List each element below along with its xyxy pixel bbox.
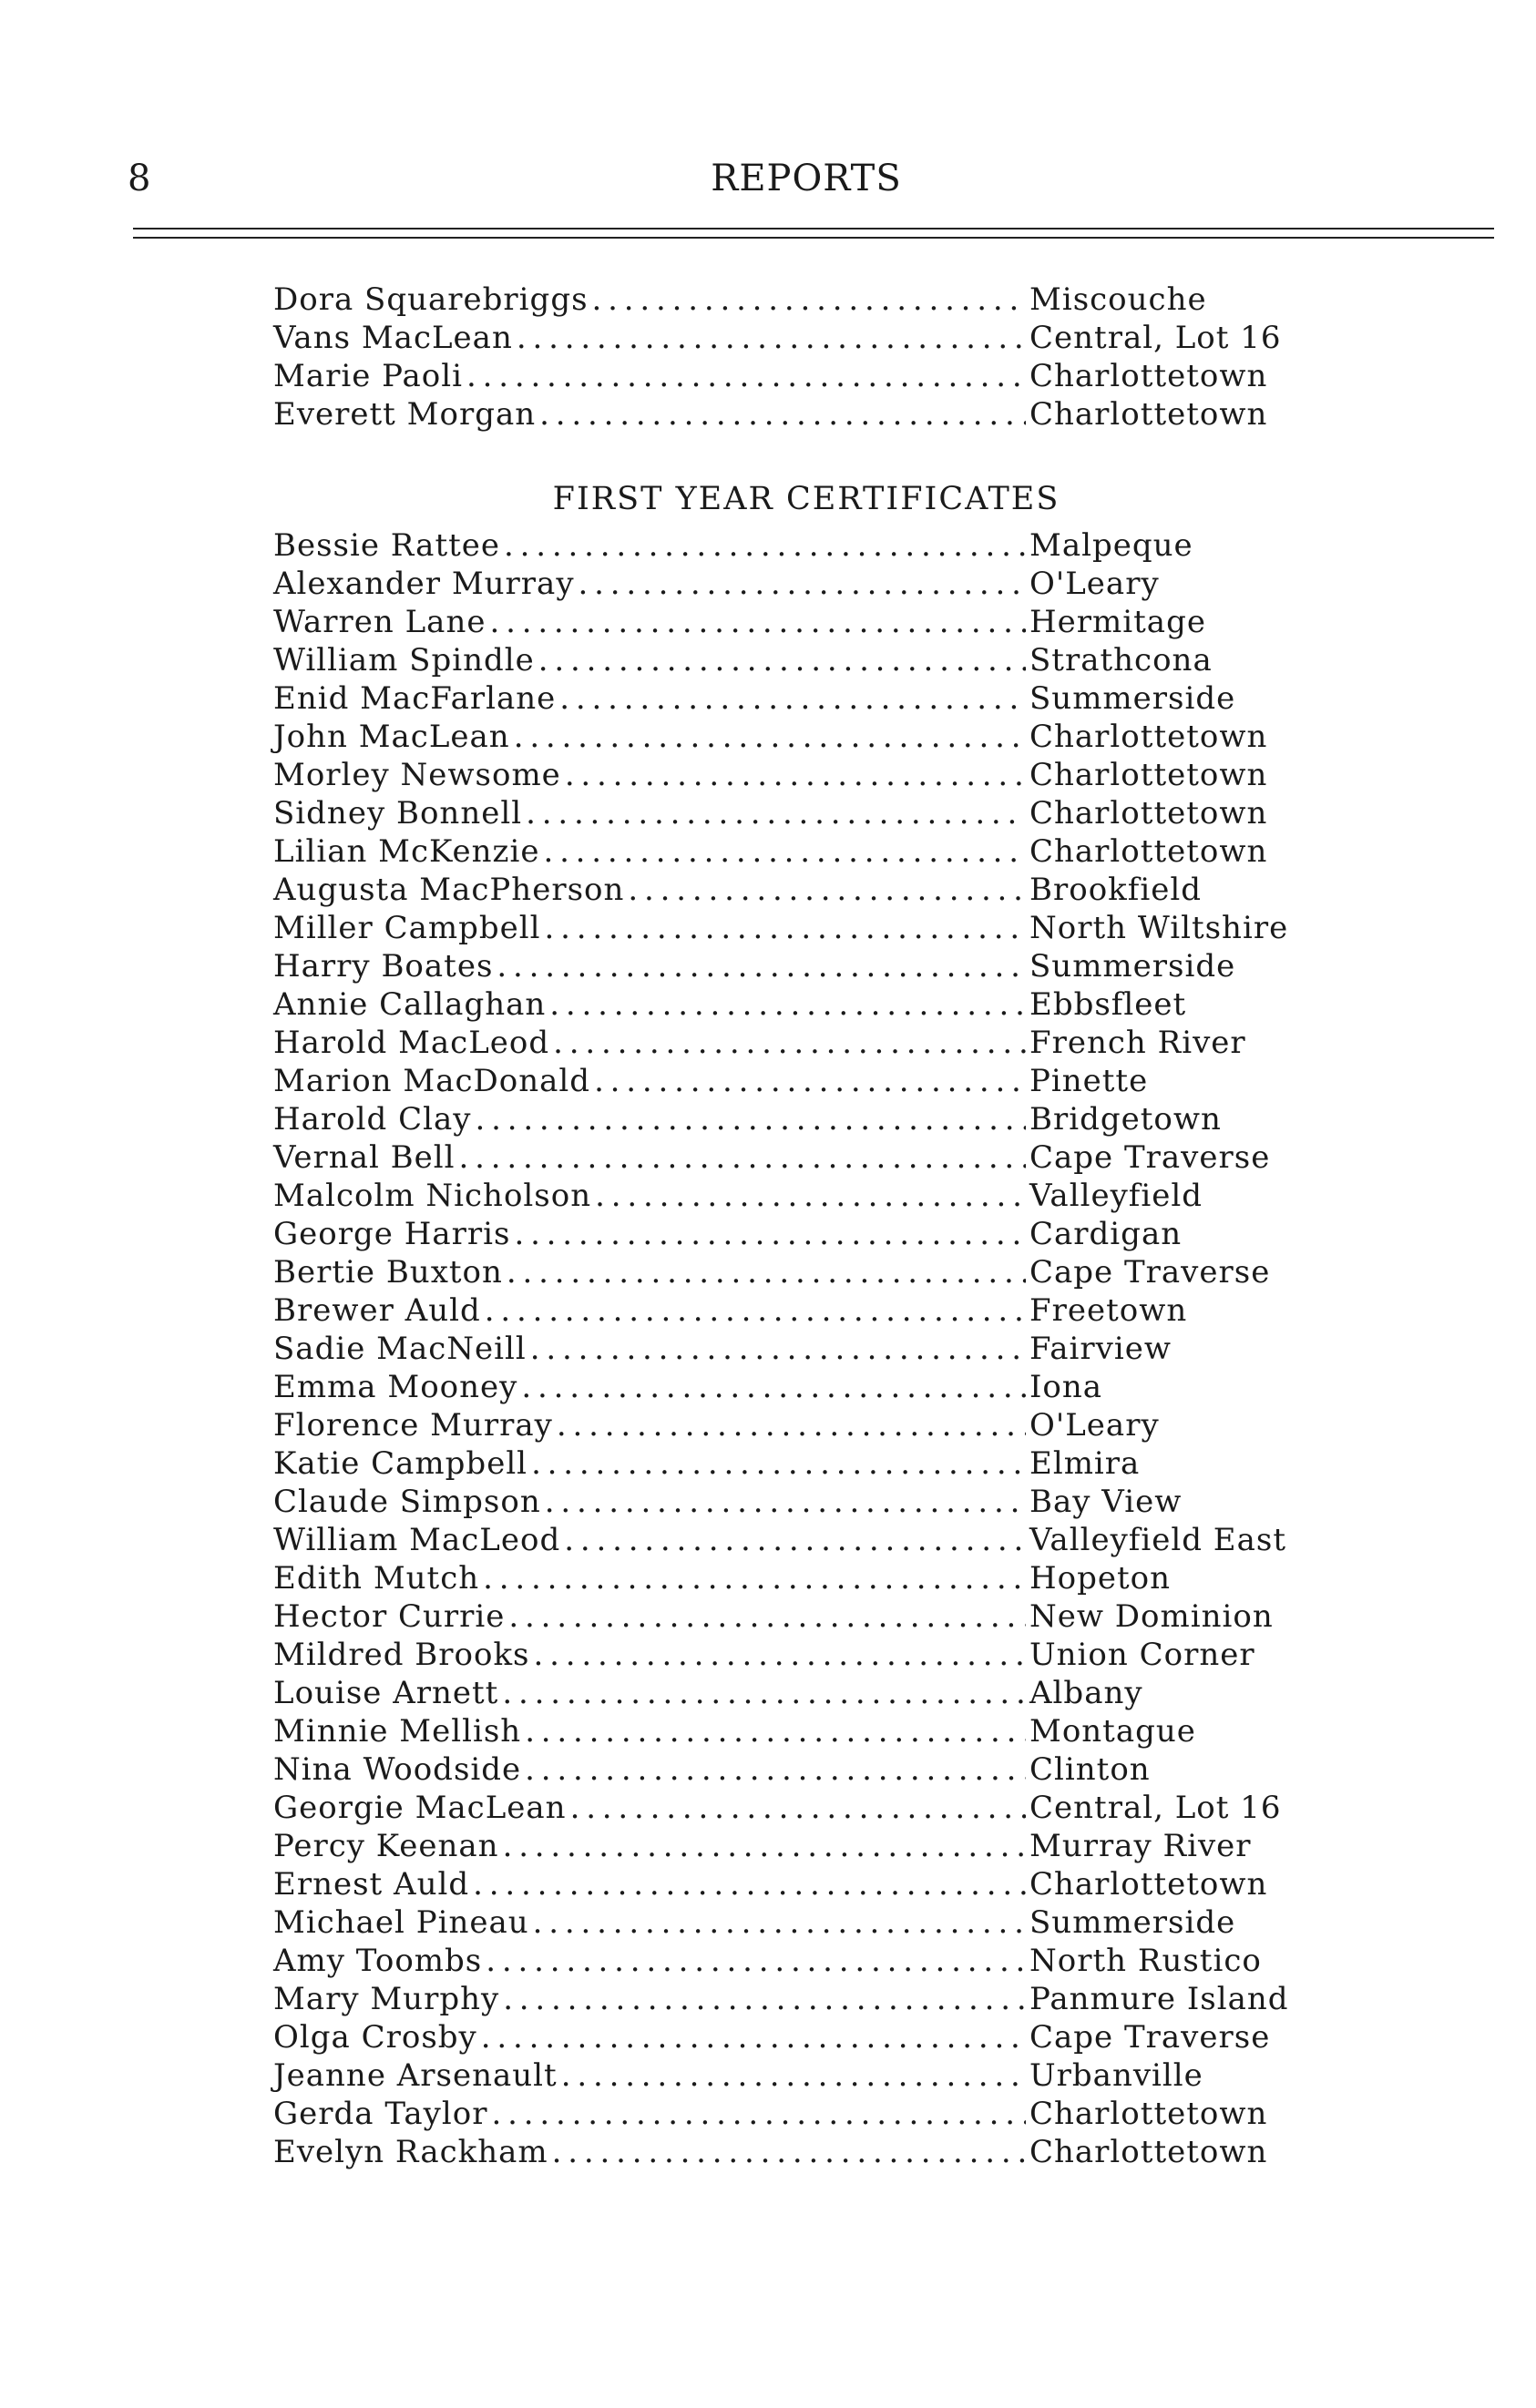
entry-place: Fairview bbox=[1029, 1331, 1172, 1367]
dot-leader bbox=[525, 1750, 1026, 1789]
list-entry bbox=[273, 985, 1303, 1024]
entry-place: Charlottetown bbox=[1029, 833, 1268, 870]
dot-leader bbox=[594, 1062, 1026, 1100]
list-entry bbox=[273, 1980, 1303, 2018]
entry-name: Claude Simpson bbox=[273, 1484, 541, 1520]
dot-leader bbox=[473, 1865, 1026, 1903]
entry-place: Montague bbox=[1029, 1713, 1196, 1750]
dot-leader bbox=[485, 1291, 1026, 1330]
dot-leader bbox=[592, 281, 1026, 319]
list-entry bbox=[273, 909, 1303, 947]
entry-name: Annie Callaghan bbox=[273, 986, 547, 1023]
dot-leader bbox=[534, 1636, 1026, 1674]
page-number: 8 bbox=[128, 158, 151, 199]
dot-leader bbox=[579, 565, 1026, 603]
entry-place: Ebbsfleet bbox=[1029, 986, 1187, 1023]
dot-leader bbox=[508, 1597, 1026, 1636]
entry-place: New Dominion bbox=[1029, 1598, 1274, 1635]
dot-leader bbox=[561, 2056, 1026, 2095]
entry-place: Bay View bbox=[1029, 1484, 1183, 1520]
list-entry bbox=[273, 1750, 1303, 1789]
list-entry bbox=[273, 1062, 1303, 1100]
entry-place: French River bbox=[1029, 1025, 1246, 1061]
entry-place: Iona bbox=[1029, 1369, 1103, 1405]
entry-name: William MacLeod bbox=[273, 1522, 561, 1558]
list-entry bbox=[273, 1789, 1303, 1827]
entry-name: Mildred Brooks bbox=[273, 1637, 530, 1673]
list-entry bbox=[273, 1215, 1303, 1253]
entry-place: Central, Lot 16 bbox=[1029, 1790, 1282, 1826]
entry-place: Cape Traverse bbox=[1029, 2019, 1271, 2056]
entry-name: Ernest Auld bbox=[273, 1866, 470, 1903]
entry-name: Harold Clay bbox=[273, 1101, 472, 1138]
dot-leader bbox=[552, 2133, 1026, 2171]
header-rule-upper bbox=[133, 228, 1494, 230]
entry-place: Charlottetown bbox=[1029, 795, 1268, 832]
dot-leader bbox=[549, 985, 1026, 1024]
dot-leader bbox=[531, 1444, 1026, 1483]
entry-place: Charlottetown bbox=[1029, 2096, 1268, 2132]
entry-name: Morley Newsome bbox=[273, 757, 561, 793]
entry-place: Charlottetown bbox=[1029, 396, 1268, 433]
dot-leader bbox=[533, 1903, 1026, 1942]
list-entry bbox=[273, 1483, 1303, 1521]
dot-leader bbox=[526, 794, 1026, 832]
dot-leader bbox=[459, 1138, 1026, 1177]
entry-place: Valleyfield bbox=[1029, 1178, 1203, 1214]
entry-name: Edith Mutch bbox=[273, 1560, 480, 1597]
dot-leader bbox=[475, 1100, 1026, 1138]
entry-place: O'Leary bbox=[1029, 1407, 1160, 1444]
dot-leader bbox=[486, 1942, 1026, 1980]
entry-name: John MacLean bbox=[273, 719, 510, 755]
dot-leader bbox=[628, 871, 1026, 909]
dot-leader bbox=[481, 2018, 1026, 2056]
continued-name-list bbox=[273, 281, 1303, 434]
dot-leader bbox=[483, 1559, 1026, 1597]
entry-name: Evelyn Rackham bbox=[273, 2134, 548, 2170]
entry-place: Central, Lot 16 bbox=[1029, 320, 1282, 356]
entry-name: Harry Boates bbox=[273, 948, 494, 985]
dot-leader bbox=[503, 1980, 1026, 2018]
list-entry bbox=[273, 641, 1303, 679]
list-entry bbox=[273, 1827, 1303, 1865]
dot-leader bbox=[517, 319, 1026, 357]
entry-place: Hermitage bbox=[1029, 604, 1206, 640]
list-entry bbox=[273, 1138, 1303, 1177]
entry-name: Percy Keenan bbox=[273, 1828, 499, 1864]
entry-name: Brewer Auld bbox=[273, 1292, 481, 1329]
entry-name: Emma Mooney bbox=[273, 1369, 518, 1405]
first-year-certificates-list bbox=[273, 526, 1303, 2171]
entry-name: Bessie Rattee bbox=[273, 527, 501, 564]
dot-leader bbox=[514, 1215, 1026, 1253]
list-entry bbox=[273, 1444, 1303, 1483]
entry-name: Sadie MacNeill bbox=[273, 1331, 527, 1367]
dot-leader bbox=[504, 526, 1026, 565]
entry-name: Lilian McKenzie bbox=[273, 833, 540, 870]
entry-name: Augusta MacPherson bbox=[273, 872, 625, 908]
list-entry bbox=[273, 1559, 1303, 1597]
list-entry bbox=[273, 1636, 1303, 1674]
list-entry bbox=[273, 526, 1303, 565]
list-entry bbox=[273, 1865, 1303, 1903]
entry-name: Dora Squarebriggs bbox=[273, 281, 589, 318]
entry-name: Malcolm Nicholson bbox=[273, 1178, 592, 1214]
list-entry bbox=[273, 2133, 1303, 2171]
entry-name: Louise Arnett bbox=[273, 1675, 499, 1711]
entry-name: Jeanne Arsenault bbox=[273, 2057, 558, 2094]
dot-leader bbox=[557, 1406, 1026, 1444]
dot-leader bbox=[553, 1024, 1026, 1062]
entry-place: Clinton bbox=[1029, 1751, 1151, 1788]
entry-place: Panmure Island bbox=[1029, 1981, 1289, 2017]
entry-place: Freetown bbox=[1029, 1292, 1188, 1329]
entry-place: Cape Traverse bbox=[1029, 1254, 1271, 1291]
list-entry bbox=[273, 947, 1303, 985]
list-entry bbox=[273, 679, 1303, 718]
list-entry bbox=[273, 319, 1303, 357]
entry-place: Elmira bbox=[1029, 1445, 1141, 1482]
dot-leader bbox=[525, 1712, 1026, 1750]
entry-place: Charlottetown bbox=[1029, 719, 1268, 755]
entry-place: Brookfield bbox=[1029, 872, 1202, 908]
entry-name: Miller Campbell bbox=[273, 910, 541, 946]
list-entry bbox=[273, 1406, 1303, 1444]
list-entry bbox=[273, 1942, 1303, 1980]
section-heading: FIRST YEAR CERTIFICATES bbox=[552, 481, 1060, 517]
entry-name: Vans MacLean bbox=[273, 320, 513, 356]
entry-place: Summerside bbox=[1029, 680, 1236, 717]
list-entry bbox=[273, 1521, 1303, 1559]
entry-place: Pinette bbox=[1029, 1063, 1149, 1099]
entry-name: Georgie MacLean bbox=[273, 1790, 567, 1826]
list-entry bbox=[273, 1597, 1303, 1636]
entry-name: Warren Lane bbox=[273, 604, 486, 640]
entry-place: Urbanville bbox=[1029, 2057, 1203, 2094]
list-entry bbox=[273, 1291, 1303, 1330]
dot-leader bbox=[595, 1177, 1026, 1215]
entry-place: Albany bbox=[1029, 1675, 1143, 1711]
dot-leader bbox=[503, 1827, 1026, 1865]
dot-leader bbox=[543, 832, 1026, 871]
entry-place: Murray River bbox=[1029, 1828, 1252, 1864]
entry-name: Marion MacDonald bbox=[273, 1063, 591, 1099]
entry-place: Cardigan bbox=[1029, 1216, 1183, 1252]
entry-name: Sidney Bonnell bbox=[273, 795, 523, 832]
entry-name: Michael Pineau bbox=[273, 1904, 529, 1941]
list-entry bbox=[273, 794, 1303, 832]
list-entry bbox=[273, 718, 1303, 756]
list-entry bbox=[273, 1253, 1303, 1291]
entry-name: Mary Murphy bbox=[273, 1981, 500, 2017]
list-entry bbox=[273, 1024, 1303, 1062]
list-entry bbox=[273, 1368, 1303, 1406]
entry-place: Hopeton bbox=[1029, 1560, 1172, 1597]
dot-leader bbox=[489, 603, 1026, 641]
dot-leader bbox=[530, 1330, 1026, 1368]
dot-leader bbox=[545, 1483, 1026, 1521]
dot-leader bbox=[492, 2095, 1027, 2133]
entry-name: Harold MacLeod bbox=[273, 1025, 550, 1061]
list-entry bbox=[273, 2056, 1303, 2095]
list-entry bbox=[273, 1100, 1303, 1138]
list-entry bbox=[273, 2018, 1303, 2056]
dot-leader bbox=[502, 1674, 1026, 1712]
entry-place: Cape Traverse bbox=[1029, 1139, 1271, 1176]
entry-name: Nina Woodside bbox=[273, 1751, 522, 1788]
list-entry bbox=[273, 357, 1303, 395]
running-head: REPORTS bbox=[711, 158, 902, 199]
entry-place: Miscouche bbox=[1029, 281, 1207, 318]
dot-leader bbox=[545, 909, 1026, 947]
entry-place: Union Corner bbox=[1029, 1637, 1255, 1673]
entry-place: Malpeque bbox=[1029, 527, 1193, 564]
list-entry bbox=[273, 395, 1303, 434]
entry-place: Bridgetown bbox=[1029, 1101, 1222, 1138]
entry-name: William Spindle bbox=[273, 642, 535, 679]
list-entry bbox=[273, 1712, 1303, 1750]
list-entry bbox=[273, 2095, 1303, 2133]
entry-name: Bertie Buxton bbox=[273, 1254, 503, 1291]
entry-name: Marie Paoli bbox=[273, 358, 463, 394]
entry-place: Charlottetown bbox=[1029, 358, 1268, 394]
dot-leader bbox=[565, 756, 1026, 794]
entry-name: Olga Crosby bbox=[273, 2019, 477, 2056]
entry-name: Alexander Murray bbox=[273, 566, 575, 602]
entry-place: Charlottetown bbox=[1029, 1866, 1268, 1903]
dot-leader bbox=[570, 1789, 1026, 1827]
header-rule-lower bbox=[133, 237, 1494, 239]
list-entry bbox=[273, 1674, 1303, 1712]
dot-leader bbox=[559, 679, 1026, 718]
dot-leader bbox=[538, 641, 1026, 679]
entry-name: Hector Currie bbox=[273, 1598, 506, 1635]
dot-leader bbox=[507, 1253, 1026, 1291]
entry-name: Amy Toombs bbox=[273, 1943, 483, 1979]
entry-place: Valleyfield East bbox=[1029, 1522, 1287, 1558]
entry-place: Strathcona bbox=[1029, 642, 1213, 679]
entry-name: Minnie Mellish bbox=[273, 1713, 522, 1750]
list-entry bbox=[273, 603, 1303, 641]
list-entry bbox=[273, 832, 1303, 871]
entry-place: Summerside bbox=[1029, 1904, 1236, 1941]
entry-place: O'Leary bbox=[1029, 566, 1160, 602]
entry-name: Florence Murray bbox=[273, 1407, 553, 1444]
entry-name: Enid MacFarlane bbox=[273, 680, 557, 717]
entry-name: Vernal Bell bbox=[273, 1139, 456, 1176]
entry-place: Summerside bbox=[1029, 948, 1236, 985]
entry-name: Everett Morgan bbox=[273, 396, 537, 433]
entry-name: George Harris bbox=[273, 1216, 511, 1252]
dot-leader bbox=[466, 357, 1026, 395]
list-entry bbox=[273, 756, 1303, 794]
list-entry bbox=[273, 1903, 1303, 1942]
dot-leader bbox=[564, 1521, 1026, 1559]
entry-name: Gerda Taylor bbox=[273, 2096, 488, 2132]
list-entry bbox=[273, 871, 1303, 909]
entry-place: Charlottetown bbox=[1029, 757, 1268, 793]
list-entry bbox=[273, 281, 1303, 319]
list-entry bbox=[273, 1177, 1303, 1215]
dot-leader bbox=[514, 718, 1026, 756]
entry-name: Katie Campbell bbox=[273, 1445, 528, 1482]
entry-place: North Rustico bbox=[1029, 1943, 1262, 1979]
dot-leader bbox=[521, 1368, 1026, 1406]
dot-leader bbox=[497, 947, 1026, 985]
list-entry bbox=[273, 1330, 1303, 1368]
entry-place: Charlottetown bbox=[1029, 2134, 1268, 2170]
list-entry bbox=[273, 565, 1303, 603]
entry-place: North Wiltshire bbox=[1029, 910, 1289, 946]
dot-leader bbox=[539, 395, 1026, 434]
